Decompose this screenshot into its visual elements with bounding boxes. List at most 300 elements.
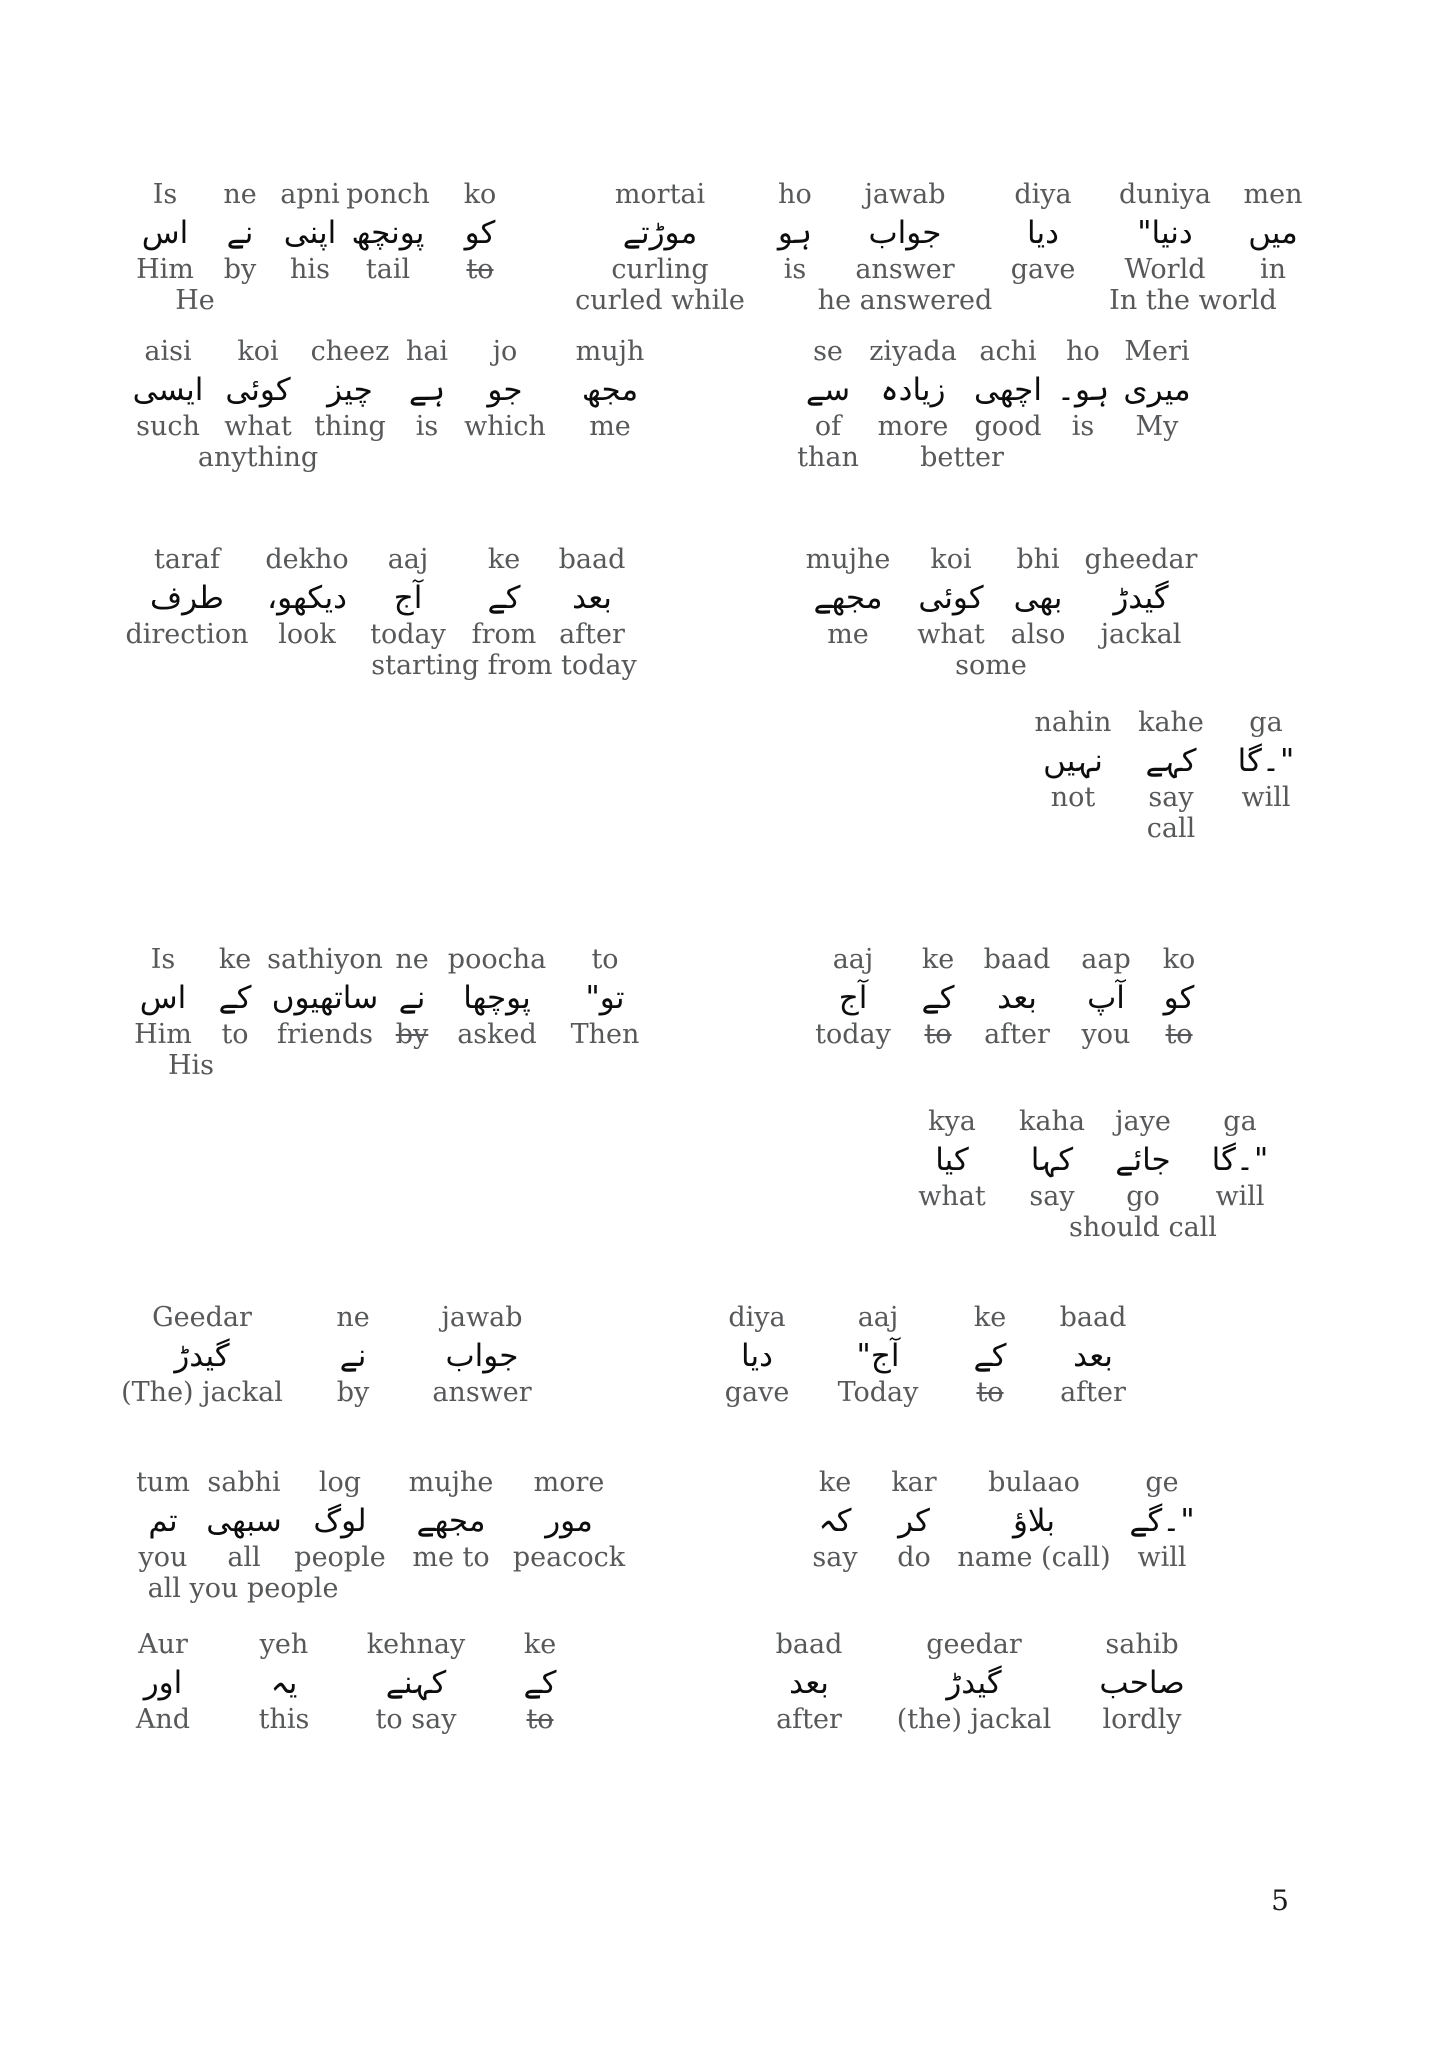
urdu-word: جواب xyxy=(868,215,942,251)
transliteration: kahe xyxy=(1138,707,1204,738)
word-unit xyxy=(223,180,256,284)
urdu-word: کر xyxy=(898,1503,930,1539)
transliteration: ko xyxy=(463,179,497,210)
word-unit xyxy=(869,337,957,441)
urdu-line xyxy=(778,210,812,256)
gloss: is xyxy=(415,411,439,442)
transliteration: mujhe xyxy=(805,544,891,575)
urdu-word: اس xyxy=(141,215,189,251)
gloss-phrase: than xyxy=(797,442,859,473)
gloss: direction xyxy=(125,619,249,650)
word-unit xyxy=(1011,545,1066,649)
gloss: to say xyxy=(375,1704,457,1735)
gloss: you xyxy=(138,1542,188,1573)
word-unit xyxy=(1081,945,1130,1049)
transliteration: Geedar xyxy=(152,1302,252,1333)
urdu-word: آج xyxy=(838,980,868,1016)
page-number: 5 xyxy=(1271,1884,1289,1917)
urdu-line xyxy=(150,575,224,621)
urdu-word: کے xyxy=(523,1665,557,1701)
word-unit xyxy=(725,1303,790,1407)
word-unit xyxy=(259,1630,310,1734)
word-unit xyxy=(576,337,645,441)
gloss: good xyxy=(974,411,1042,442)
urdu-word: گے xyxy=(1129,1503,1163,1539)
urdu-word: دیا xyxy=(1027,215,1059,251)
word-unit xyxy=(346,180,429,284)
gloss: today xyxy=(815,1019,891,1050)
gloss: people xyxy=(294,1542,386,1573)
word-unit xyxy=(575,180,745,316)
transliteration: ge xyxy=(1145,1467,1179,1498)
gloss: Him xyxy=(134,1019,192,1050)
urdu-word: کہے xyxy=(1145,743,1197,779)
gloss: is xyxy=(783,254,807,285)
gloss: his xyxy=(290,254,330,285)
urdu-line xyxy=(1043,738,1103,784)
gloss-phrase: He xyxy=(175,285,215,316)
gloss: do xyxy=(897,1542,931,1573)
gloss: after xyxy=(776,1704,842,1735)
word-unit xyxy=(1212,1107,1269,1211)
urdu-line xyxy=(488,575,521,621)
urdu-line xyxy=(1238,738,1295,784)
urdu-word: ہو xyxy=(777,215,813,251)
gloss: today xyxy=(370,619,446,650)
urdu-line xyxy=(409,367,445,413)
urdu-word: دیکھو، xyxy=(267,580,347,616)
urdu-line xyxy=(623,210,697,256)
urdu-line xyxy=(880,367,945,413)
word-unit xyxy=(1085,545,1198,649)
gloss: by xyxy=(336,1377,370,1408)
word-unit xyxy=(136,1630,190,1734)
transliteration: sahib xyxy=(1105,1629,1179,1660)
urdu-line xyxy=(267,575,347,621)
gloss: more xyxy=(877,411,949,442)
transliteration: achi xyxy=(979,336,1037,367)
urdu-line xyxy=(898,1498,930,1544)
word-unit xyxy=(1244,180,1303,284)
transliteration: yeh xyxy=(259,1629,309,1660)
urdu-word: میں xyxy=(1248,215,1298,251)
gloss: lordly xyxy=(1102,1704,1182,1735)
transliteration: Aur xyxy=(138,1629,188,1660)
transliteration: ga xyxy=(1223,1106,1257,1137)
word-unit xyxy=(806,545,891,649)
word-unit xyxy=(1099,1630,1184,1734)
gloss: World xyxy=(1124,254,1206,285)
word-unit xyxy=(1057,337,1109,441)
transliteration: ponch xyxy=(346,179,430,210)
transliteration: mortai xyxy=(614,179,706,210)
gloss: will xyxy=(1137,1542,1187,1573)
transliteration: koi xyxy=(930,544,972,575)
word-unit xyxy=(121,1303,283,1407)
urdu-line xyxy=(1013,1498,1055,1544)
transliteration: jo xyxy=(492,336,518,367)
gloss-phrase: all you people xyxy=(147,1573,339,1604)
urdu-line xyxy=(1099,1660,1184,1706)
urdu-word: صاحب xyxy=(1099,1665,1185,1701)
word-unit xyxy=(891,1468,936,1572)
urdu-line xyxy=(487,367,522,413)
urdu-word: تم xyxy=(148,1503,178,1539)
word-unit xyxy=(838,1303,919,1407)
urdu-word: تو xyxy=(599,980,625,1016)
transliteration: hai xyxy=(405,336,449,367)
gloss: what xyxy=(918,1181,986,1212)
urdu-word: چیز xyxy=(327,372,373,408)
transliteration: kehnay xyxy=(366,1629,466,1660)
urdu-line xyxy=(271,1660,298,1706)
gloss: to xyxy=(976,1377,1004,1408)
transliteration: baad xyxy=(775,1629,843,1660)
gloss: And xyxy=(135,1704,191,1735)
urdu-line xyxy=(1073,1333,1113,1379)
transliteration: cheez xyxy=(310,336,390,367)
word-unit xyxy=(1138,708,1204,844)
urdu-line xyxy=(284,210,336,256)
gloss: after xyxy=(559,619,625,650)
gloss: (The) jackal xyxy=(121,1377,283,1408)
transliteration: kya xyxy=(928,1106,976,1137)
gloss: me to xyxy=(412,1542,490,1573)
urdu-line xyxy=(1212,1137,1269,1183)
urdu-line xyxy=(148,1498,177,1544)
word-unit xyxy=(267,945,383,1049)
transliteration: bulaao xyxy=(988,1467,1080,1498)
transliteration: ziyada xyxy=(869,336,957,367)
word-unit xyxy=(797,337,859,473)
urdu-line xyxy=(227,210,254,256)
word-unit xyxy=(125,545,248,649)
gloss: peacock xyxy=(512,1542,626,1573)
word-unit xyxy=(815,945,891,1049)
gloss: to xyxy=(466,254,494,285)
transliteration: ne xyxy=(336,1302,370,1333)
gloss: me xyxy=(827,619,869,650)
urdu-line xyxy=(133,367,204,413)
urdu-word: نے xyxy=(398,980,426,1016)
gloss: (the) jackal xyxy=(896,1704,1052,1735)
urdu-line xyxy=(857,1333,900,1379)
transliteration: Is xyxy=(150,944,176,975)
word-unit xyxy=(134,944,215,1081)
word-unit xyxy=(432,1303,531,1407)
word-unit xyxy=(265,545,348,649)
transliteration: aaj xyxy=(857,1302,899,1333)
urdu-word: بھی xyxy=(1013,580,1063,616)
word-unit xyxy=(464,180,497,284)
gloss: from xyxy=(471,619,537,650)
urdu-word: کہنے xyxy=(385,1665,447,1701)
transliteration: aaj xyxy=(387,544,429,575)
gloss: say xyxy=(1029,1181,1075,1212)
urdu-word: دنیا xyxy=(1151,215,1193,251)
transliteration: ko xyxy=(1162,944,1196,975)
transliteration: aap xyxy=(1081,944,1131,975)
transliteration: apni xyxy=(280,179,340,210)
urdu-word: اچھی xyxy=(974,372,1042,408)
urdu-word: کو xyxy=(1163,980,1195,1016)
transliteration: ne xyxy=(223,179,257,210)
urdu-word: لوگ xyxy=(313,1503,367,1539)
transliteration: ne xyxy=(395,944,429,975)
word-unit xyxy=(524,1630,557,1734)
gloss-phrase: better xyxy=(920,442,1004,473)
word-unit xyxy=(448,945,546,1049)
urdu-word: مجھے xyxy=(813,580,883,616)
transliteration: taraf xyxy=(154,544,220,575)
gloss: all xyxy=(227,1542,261,1573)
transliteration: more xyxy=(533,1467,605,1498)
quote-mark: " xyxy=(1137,215,1152,251)
urdu-word: ایسی xyxy=(132,372,204,408)
urdu-line xyxy=(352,210,425,256)
word-unit xyxy=(367,1630,465,1734)
urdu-word: جو xyxy=(487,372,523,408)
transliteration: ke xyxy=(487,544,521,575)
gloss: answer xyxy=(855,254,955,285)
urdu-word: کیا xyxy=(935,1142,969,1178)
gloss: tail xyxy=(365,254,411,285)
punctuation-quote-mark: ۔" xyxy=(1162,1503,1195,1539)
gloss-phrase: should call xyxy=(1069,1212,1217,1243)
transliteration: to xyxy=(591,944,619,975)
urdu-word: کہ xyxy=(818,1503,852,1539)
urdu-line xyxy=(340,1333,367,1379)
word-unit xyxy=(1011,180,1076,284)
word-unit xyxy=(1238,708,1295,812)
transliteration: baad xyxy=(558,544,626,575)
word-unit xyxy=(1163,945,1196,1049)
word-unit xyxy=(957,1468,1110,1572)
transliteration: dekho xyxy=(265,544,349,575)
gloss: go xyxy=(1126,1181,1160,1212)
urdu-line xyxy=(142,210,188,256)
word-unit xyxy=(920,336,1050,473)
urdu-word: کوئی xyxy=(225,372,291,408)
gloss: what xyxy=(917,619,985,650)
urdu-line xyxy=(386,1660,446,1706)
gloss: by xyxy=(223,254,257,285)
urdu-word: نہیں xyxy=(1043,743,1103,779)
urdu-line xyxy=(1137,210,1193,256)
gloss: such xyxy=(136,411,200,442)
urdu-word: بعد xyxy=(572,580,612,616)
transliteration: se xyxy=(813,336,843,367)
urdu-line xyxy=(463,975,531,1021)
urdu-line xyxy=(1115,1137,1170,1183)
punctuation-quote-mark: ۔" xyxy=(1235,1142,1269,1178)
gloss: this xyxy=(258,1704,310,1735)
word-unit xyxy=(776,1630,843,1734)
urdu-line xyxy=(1123,367,1190,413)
urdu-line xyxy=(446,1333,519,1379)
urdu-line xyxy=(789,1660,829,1706)
urdu-line xyxy=(1014,575,1063,621)
urdu-line xyxy=(416,1498,485,1544)
gloss-phrase: anything xyxy=(197,442,319,473)
transliteration: jaye xyxy=(1115,1106,1171,1137)
word-unit xyxy=(974,1303,1007,1407)
transliteration: diya xyxy=(1014,179,1072,210)
transliteration: koi xyxy=(237,336,279,367)
urdu-word: ساتھیوں xyxy=(271,980,379,1016)
gloss: curling xyxy=(611,254,709,285)
gloss: say xyxy=(812,1542,858,1573)
urdu-word: مجھے xyxy=(416,1503,486,1539)
word-unit xyxy=(778,180,812,284)
urdu-word: بعد xyxy=(789,1665,829,1701)
gloss-phrase: curled while xyxy=(575,285,745,316)
urdu-line xyxy=(399,975,426,1021)
urdu-word: اس xyxy=(139,980,187,1016)
transliteration: baad xyxy=(1059,1302,1127,1333)
urdu-word: اپنی xyxy=(283,215,337,251)
urdu-line xyxy=(741,1333,773,1379)
gloss: will xyxy=(1241,782,1291,813)
gloss-phrase: call xyxy=(1146,813,1196,844)
word-unit xyxy=(136,179,215,316)
gloss-phrase: In the world xyxy=(1109,285,1277,316)
urdu-word: آج xyxy=(870,1338,900,1374)
urdu-word: نے xyxy=(226,215,254,251)
urdu-word: کے xyxy=(921,980,955,1016)
urdu-word: آج xyxy=(393,580,423,616)
quote-mark: " xyxy=(585,980,600,1016)
urdu-line xyxy=(1031,1137,1073,1183)
urdu-line xyxy=(1057,367,1109,413)
word-unit xyxy=(984,945,1051,1049)
word-unit xyxy=(897,1630,1052,1734)
urdu-word: بلاؤ xyxy=(1012,1503,1056,1539)
word-unit xyxy=(922,945,955,1049)
urdu-line xyxy=(174,1333,229,1379)
urdu-word: بعد xyxy=(997,980,1037,1016)
gloss-phrase: some xyxy=(955,650,1027,681)
transliteration: baad xyxy=(983,944,1051,975)
gloss: in xyxy=(1259,254,1287,285)
word-unit xyxy=(133,337,204,441)
gloss: say xyxy=(1148,782,1194,813)
gloss: after xyxy=(1060,1377,1126,1408)
urdu-line xyxy=(922,975,955,1021)
word-unit xyxy=(294,1468,385,1572)
gloss: jackal xyxy=(1100,619,1182,650)
gloss: gave xyxy=(724,1377,790,1408)
word-unit xyxy=(406,337,448,441)
urdu-word: میری xyxy=(1123,372,1191,408)
urdu-line xyxy=(918,575,983,621)
transliteration: diya xyxy=(728,1302,786,1333)
gloss: you xyxy=(1081,1019,1131,1050)
urdu-line xyxy=(465,210,496,256)
urdu-word: کے xyxy=(487,580,521,616)
word-unit xyxy=(1069,1107,1217,1243)
word-unit xyxy=(818,180,993,316)
urdu-word: آپ xyxy=(1087,980,1125,1016)
urdu-line xyxy=(225,367,290,413)
gloss: by xyxy=(395,1019,429,1050)
urdu-line xyxy=(206,1498,281,1544)
transliteration: aaj xyxy=(832,944,874,975)
urdu-line xyxy=(219,975,252,1021)
gloss: gave xyxy=(1010,254,1076,285)
urdu-line xyxy=(1248,210,1298,256)
transliteration: sabhi xyxy=(207,1467,281,1498)
gloss: what xyxy=(224,411,292,442)
urdu-word: گا xyxy=(1237,743,1262,779)
word-unit xyxy=(206,1468,281,1572)
gloss: me xyxy=(589,411,631,442)
transliteration: Is xyxy=(152,179,178,210)
urdu-line xyxy=(806,367,850,413)
transliteration: gheedar xyxy=(1084,544,1198,575)
urdu-line xyxy=(545,1498,593,1544)
gloss: to xyxy=(526,1704,554,1735)
gloss: is xyxy=(1071,411,1095,442)
urdu-line xyxy=(819,1498,852,1544)
gloss-phrase: His xyxy=(167,1050,215,1081)
urdu-line xyxy=(974,367,1042,413)
word-unit xyxy=(1129,1468,1194,1572)
gloss: which xyxy=(464,411,546,442)
urdu-word: کہا xyxy=(1030,1142,1074,1178)
urdu-word: گیدڑ xyxy=(1113,580,1169,616)
word-unit xyxy=(464,337,546,441)
transliteration: mujh xyxy=(575,336,645,367)
urdu-line xyxy=(586,975,625,1021)
urdu-line xyxy=(935,1137,969,1183)
transliteration: sathiyon xyxy=(267,944,383,975)
urdu-word: زیادہ xyxy=(880,372,946,408)
gloss: thing xyxy=(314,411,386,442)
word-unit xyxy=(219,945,252,1049)
urdu-line xyxy=(1129,1498,1194,1544)
urdu-line xyxy=(144,1660,183,1706)
urdu-line xyxy=(327,367,373,413)
gloss: after xyxy=(984,1019,1050,1050)
transliteration: ho xyxy=(778,179,812,210)
transliteration: jawab xyxy=(441,1302,523,1333)
gloss: answer xyxy=(432,1377,532,1408)
word-unit xyxy=(1035,708,1112,812)
gloss: not xyxy=(1050,782,1096,813)
urdu-line xyxy=(1145,738,1196,784)
urdu-word: نے xyxy=(339,1338,367,1374)
urdu-line xyxy=(1164,975,1195,1021)
gloss: look xyxy=(278,619,336,650)
transliteration: ke xyxy=(218,944,252,975)
urdu-line xyxy=(140,975,186,1021)
transliteration: kar xyxy=(891,1467,937,1498)
word-unit xyxy=(280,180,339,284)
transliteration: nahin xyxy=(1034,707,1112,738)
gloss-phrase: starting from today xyxy=(371,650,637,681)
transliteration: mujhe xyxy=(408,1467,494,1498)
urdu-word: گیدڑ xyxy=(946,1665,1002,1701)
urdu-word: اور xyxy=(143,1665,183,1701)
transliteration: ke xyxy=(523,1629,557,1660)
urdu-line xyxy=(572,575,612,621)
urdu-word: مور xyxy=(545,1503,593,1539)
transliteration: log xyxy=(318,1467,362,1498)
gloss: Today xyxy=(837,1377,919,1408)
urdu-word: بعد xyxy=(1073,1338,1113,1374)
urdu-word: گیدڑ xyxy=(174,1338,230,1374)
